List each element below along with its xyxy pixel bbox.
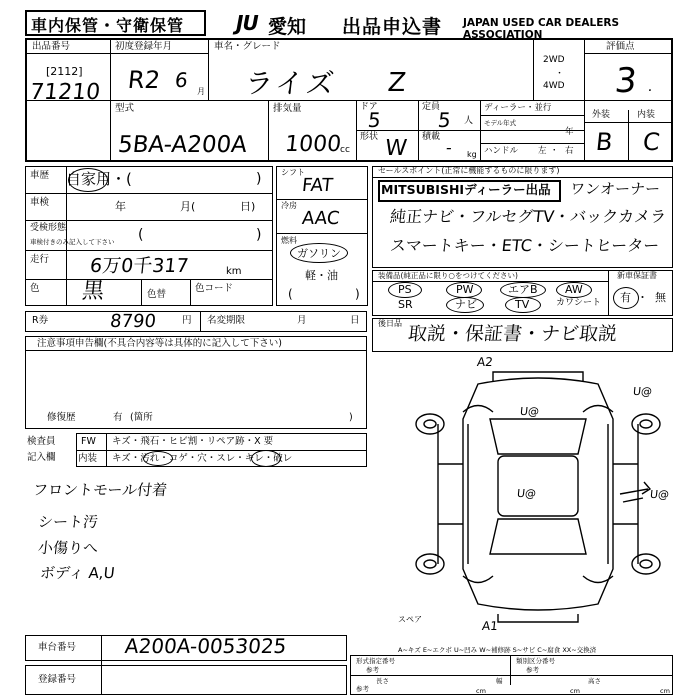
- inspector-label-2: 記入欄: [27, 452, 56, 463]
- interior-check-label: 内装: [78, 453, 98, 464]
- handnote-4: ボディ A,U: [39, 564, 116, 582]
- height-label: 高さ: [588, 677, 601, 685]
- after-label: 後日品: [378, 319, 402, 328]
- color-value: 黒: [80, 279, 106, 304]
- fuel-label: 燃料: [281, 236, 297, 245]
- name-change-day: 日: [350, 315, 360, 326]
- equip-sr: SR: [398, 298, 413, 311]
- repair-place: (箇所: [130, 412, 153, 423]
- aircon-value: AAC: [300, 208, 341, 229]
- fuel-diesel: 軽・油: [305, 269, 338, 282]
- sales-line1-extra: ワンオーナー: [569, 180, 662, 198]
- displacement-value: 1000: [283, 132, 343, 157]
- shaken-label: 車検: [30, 197, 50, 208]
- score-label: 評価点: [606, 41, 635, 52]
- shift-value: FAT: [300, 175, 334, 196]
- repair-label: 修復歴: [47, 412, 76, 423]
- usage-circle: [68, 168, 108, 192]
- ju-logo: JU: [236, 11, 258, 35]
- name-change-month: 月: [297, 315, 307, 326]
- equip-tv: TV: [515, 298, 530, 311]
- repair-value: 有: [113, 412, 123, 423]
- warranty-yes: 有: [620, 291, 631, 304]
- shaken-day: 日): [240, 200, 256, 213]
- equip-seat: カワシート: [556, 298, 602, 308]
- frame-no-value: A200A-0053025: [123, 634, 288, 658]
- diagram-legend: A~キズ E~エクボ U~凹み W~補修跡 S~サビ C~腐食 XX~交換済: [398, 646, 597, 654]
- designated-label: 形式指定番号: [356, 657, 395, 665]
- height-unit: cm: [660, 687, 670, 695]
- interior-grade: C: [641, 128, 662, 156]
- width-label: 幅: [496, 677, 503, 685]
- receive-label: 受検形態: [30, 223, 67, 233]
- drive-2wd: 2WD: [543, 55, 565, 65]
- door-label: ドア: [360, 102, 378, 112]
- shift-label: シフト: [281, 168, 305, 177]
- lot-sub: [2112]: [46, 65, 83, 78]
- handle-label: ハンドル: [484, 146, 519, 156]
- mileage-unit: km: [226, 266, 242, 277]
- history-label: 車歴: [30, 170, 50, 181]
- load-unit: kg: [467, 150, 477, 159]
- stain-circle: [143, 451, 173, 466]
- equip-navi-circle: [446, 297, 484, 313]
- spare-label: スペア: [398, 615, 422, 624]
- mark-u-roof: U@: [516, 487, 537, 500]
- name-change-label: 名変期限: [207, 315, 246, 326]
- capacity-label: 定員: [422, 102, 441, 112]
- color-code-label: 色コード: [195, 283, 234, 294]
- interior-label: 内装: [637, 110, 656, 120]
- fuel-close: ): [355, 287, 360, 301]
- rtax-value: 8790: [108, 311, 157, 332]
- fuel-open: (: [288, 287, 293, 301]
- storage-label: 車内保管・守衛保管: [31, 16, 185, 35]
- mark-u-hood: U@: [519, 405, 540, 418]
- rtax-label: R券: [32, 315, 49, 326]
- new-warranty-label: 新車保証書: [617, 271, 657, 280]
- history-block: [25, 166, 273, 306]
- fuel-circle: [290, 243, 348, 263]
- first-reg-label: 初度登録年月: [115, 41, 173, 52]
- equip-aw-circle: [556, 282, 592, 298]
- reg-no-label: 登録番号: [38, 674, 77, 685]
- mark-a2: A2: [476, 355, 494, 369]
- length-label: 長さ: [376, 677, 389, 685]
- color-label: 色: [30, 283, 40, 294]
- usage-value: 自家用・(: [66, 170, 132, 188]
- capacity-value: 5: [436, 108, 452, 132]
- form-title: 出品申込書: [342, 16, 443, 38]
- handnote-1: フロントモール付着: [32, 481, 169, 499]
- drive-4wd: 4WD: [543, 81, 565, 91]
- sales-line2: 純正ナビ・フルセグTV・バックカメラ: [389, 207, 668, 226]
- car-name-label: 車名・グレード: [214, 41, 281, 52]
- equip-ps-circle: [388, 282, 422, 298]
- mileage-label: 走行: [30, 254, 50, 265]
- warranty-no: 無: [655, 291, 666, 304]
- shaken-year: 年: [115, 200, 126, 213]
- receive-close: ): [256, 227, 262, 243]
- warranty-sep: ・: [637, 291, 648, 304]
- drive-sep: ・: [555, 69, 565, 79]
- first-reg-era: R2: [126, 66, 162, 94]
- shape-label: 形状: [360, 132, 379, 142]
- fw-items: キズ・飛石・ヒビ割・リペア跡・X 要: [112, 436, 274, 447]
- sales-line3: スマートキー・ETC・シートヒーター: [389, 236, 661, 255]
- rtax-block: [25, 311, 367, 332]
- mileage-value: 6万0千317: [88, 255, 190, 277]
- equip-airbag: エアB: [508, 283, 538, 296]
- category-ref: 参考: [526, 666, 539, 674]
- inspector-label: 検査員: [27, 436, 56, 447]
- door-value: 5: [366, 108, 382, 132]
- scuff-circle: [251, 450, 281, 467]
- equip-ps: PS: [398, 283, 412, 296]
- equip-navi: ナビ: [455, 298, 477, 311]
- length-unit: cm: [476, 687, 486, 695]
- first-reg-month-unit: 月: [197, 87, 205, 96]
- rtax-unit: 円: [182, 315, 192, 326]
- equip-pw: PW: [456, 283, 474, 296]
- category-label: 類別区分番号: [516, 657, 555, 665]
- sales-header: セールスポイント(正常に機能するものに限ります): [378, 166, 560, 175]
- model-value: 5BA-A200A: [116, 132, 249, 158]
- aircon-label: 冷房: [281, 201, 297, 210]
- handnote-3: 小傷りへ: [37, 539, 100, 557]
- equip-aw: AW: [565, 283, 583, 296]
- org-name: 愛知: [268, 16, 307, 38]
- mark-a1: A1: [481, 619, 499, 633]
- interior-check-items: キズ・汚れ・コゲ・穴・スレ・キレ・破レ: [112, 453, 293, 464]
- org-english: JAPAN USED CAR DEALERS ASSOCIATION: [463, 17, 620, 41]
- receive-note: 車検付きのみ記入して下さい: [30, 238, 115, 246]
- usage-close: ): [256, 171, 262, 187]
- lot-label: 出品番号: [32, 41, 71, 52]
- dealer-label: ディーラー・並行: [484, 103, 552, 113]
- load-label: 積載: [422, 132, 441, 142]
- fuel-value: ガソリン: [297, 247, 341, 260]
- sales-line1-brand: MITSUBISHIディーラー出品: [381, 182, 551, 197]
- shaken-month: 月(: [180, 200, 196, 213]
- model-year-unit: 年: [565, 127, 574, 137]
- capacity-unit: 人: [464, 116, 474, 126]
- handle-left: 左: [538, 146, 547, 156]
- warranty-circle: [613, 287, 639, 309]
- first-reg-month: 6: [173, 68, 189, 92]
- equip-tv-circle: [505, 297, 541, 313]
- model-year-label: モデル年式: [484, 119, 517, 127]
- lot-number: 71210: [28, 80, 102, 105]
- receive-open: (: [138, 227, 144, 243]
- equipment-header: 装備品(純正品に限り○をつけてください): [378, 271, 518, 280]
- handnote-2: シート汚: [37, 513, 100, 531]
- width-unit: cm: [570, 687, 580, 695]
- frame-no-label: 車台番号: [38, 642, 77, 653]
- score-dot: .: [647, 79, 654, 95]
- load-value: -: [445, 138, 453, 157]
- shape-value: W: [383, 136, 409, 161]
- color-change-label: 色替: [147, 289, 167, 300]
- score: 3: [612, 61, 639, 101]
- fw-label: FW: [81, 436, 96, 447]
- car-diagram: [408, 364, 668, 624]
- repair-close: ): [349, 412, 353, 423]
- model-label: 型式: [115, 103, 135, 114]
- mark-u-top-right: U@: [632, 385, 653, 398]
- handle-sep: ・: [550, 146, 559, 156]
- displacement-unit: cc: [340, 145, 350, 155]
- car-name: ライズ: [243, 67, 339, 100]
- exterior-label: 外装: [592, 110, 611, 120]
- grade: Z: [386, 68, 408, 98]
- exterior-grade: B: [594, 128, 614, 156]
- designated-ref: 参考: [366, 666, 379, 674]
- notes-header: 注意事項申告欄(不具合内容等は具体的に記入して下さい): [37, 338, 282, 349]
- ref-label: 参考: [356, 685, 369, 693]
- after-value: 取説・保証書・ナビ取説: [406, 323, 619, 345]
- handle-right: 右: [565, 146, 574, 156]
- equip-pw-circle: [446, 282, 482, 298]
- equip-airbag-circle: [500, 282, 546, 298]
- mark-u-side: U@: [649, 488, 670, 501]
- displacement-label: 排気量: [273, 103, 302, 114]
